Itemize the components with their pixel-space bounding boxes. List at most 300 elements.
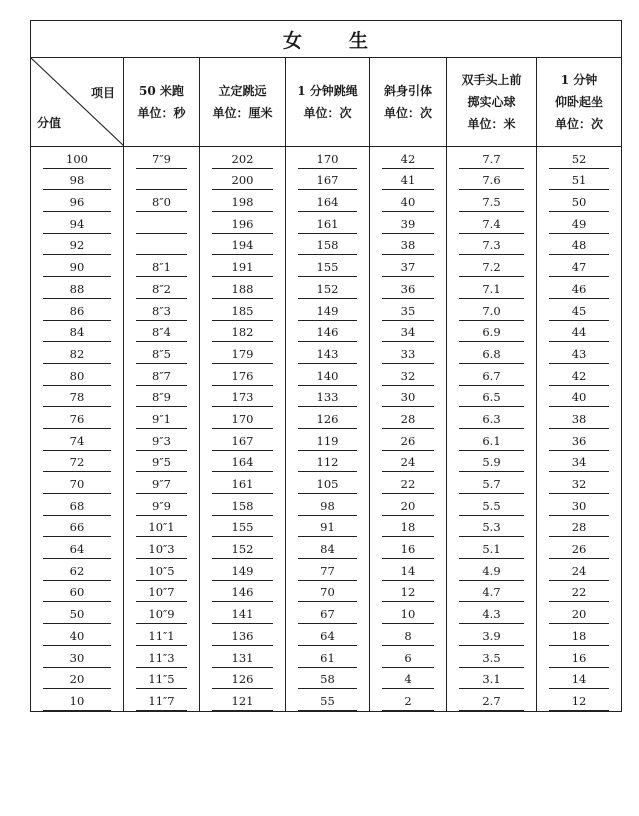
value-cell <box>200 668 286 690</box>
value-cell <box>447 537 537 559</box>
cell-value: 24 <box>382 455 434 472</box>
score-cell <box>31 147 124 169</box>
cell-value: 92 <box>43 238 111 255</box>
table-row <box>31 516 622 538</box>
cell-value: 10 <box>43 694 111 711</box>
value-cell <box>124 190 200 212</box>
cell-value: 173 <box>212 390 273 407</box>
cell-value: 77 <box>298 564 357 581</box>
score-cell <box>31 364 124 386</box>
value-cell <box>200 516 286 538</box>
value-cell <box>124 386 200 408</box>
value-cell <box>200 624 286 646</box>
cell-value: 6 <box>382 651 434 668</box>
value-cell <box>370 451 447 473</box>
value-cell <box>124 689 200 711</box>
value-cell <box>286 668 370 690</box>
value-cell <box>370 386 447 408</box>
cell-value: 22 <box>549 585 609 602</box>
score-cell <box>31 255 124 277</box>
score-cell <box>31 429 124 451</box>
column-header-50m-run <box>124 58 200 147</box>
cell-value: 161 <box>298 217 357 234</box>
cell-value: 6.9 <box>459 325 524 342</box>
value-cell <box>200 147 286 169</box>
cell-value: 32 <box>382 369 434 386</box>
value-cell <box>124 342 200 364</box>
header-line: 1 分钟跳绳 <box>297 84 358 98</box>
cell-value: 24 <box>549 564 609 581</box>
value-cell <box>124 147 200 169</box>
value-cell <box>200 364 286 386</box>
value-cell <box>124 494 200 516</box>
cell-value: 34 <box>549 455 609 472</box>
cell-value: 131 <box>212 651 273 668</box>
cell-value: 50 <box>43 607 111 624</box>
cell-value: 52 <box>549 152 609 169</box>
cell-value: 100 <box>43 152 111 169</box>
cell-value: 16 <box>549 651 609 668</box>
score-cell <box>31 386 124 408</box>
cell-value: 45 <box>549 304 609 321</box>
table-row <box>31 321 622 343</box>
value-cell <box>537 537 622 559</box>
column-header-standing-long-jump <box>200 58 286 147</box>
table-row <box>31 364 622 386</box>
value-cell <box>447 624 537 646</box>
value-cell <box>537 646 622 668</box>
cell-value: 11″3 <box>136 651 187 668</box>
score-cell <box>31 234 124 256</box>
value-cell <box>370 429 447 451</box>
cell-value: 42 <box>382 152 434 169</box>
value-cell <box>286 581 370 603</box>
value-cell <box>447 581 537 603</box>
value-cell <box>447 299 537 321</box>
value-cell <box>447 429 537 451</box>
value-cell <box>447 342 537 364</box>
cell-value: 126 <box>212 672 273 689</box>
value-cell <box>200 190 286 212</box>
cell-value: 91 <box>298 520 357 537</box>
header-line: 单位：次 <box>383 106 432 120</box>
cell-value <box>136 238 187 255</box>
cell-value: 133 <box>298 390 357 407</box>
cell-value: 49 <box>549 217 609 234</box>
cell-value: 167 <box>212 434 273 451</box>
table-row <box>31 668 622 690</box>
value-cell <box>124 169 200 191</box>
value-cell <box>124 472 200 494</box>
value-cell <box>537 429 622 451</box>
cell-value: 2.7 <box>459 694 524 711</box>
value-cell <box>124 537 200 559</box>
score-cell <box>31 537 124 559</box>
value-cell <box>286 472 370 494</box>
cell-value: 7.4 <box>459 217 524 234</box>
cell-value: 10″7 <box>136 585 187 602</box>
value-cell <box>200 602 286 624</box>
cell-value: 7.7 <box>459 152 524 169</box>
value-cell <box>286 689 370 711</box>
cell-value: 64 <box>43 542 111 559</box>
cell-value: 7.5 <box>459 195 524 212</box>
table-row <box>31 190 622 212</box>
cell-value: 86 <box>43 304 111 321</box>
cell-value: 200 <box>212 173 273 190</box>
cell-value: 105 <box>298 477 357 494</box>
table-row <box>31 602 622 624</box>
cell-value: 167 <box>298 173 357 190</box>
value-cell <box>200 169 286 191</box>
cell-value: 40 <box>549 390 609 407</box>
value-cell <box>286 342 370 364</box>
cell-value: 44 <box>549 325 609 342</box>
cell-value: 191 <box>212 260 273 277</box>
cell-value: 8″0 <box>136 195 187 212</box>
cell-value: 74 <box>43 434 111 451</box>
value-cell <box>370 516 447 538</box>
score-cell <box>31 689 124 711</box>
cell-value: 8″3 <box>136 304 187 321</box>
score-cell <box>31 212 124 234</box>
table-row <box>31 255 622 277</box>
value-cell <box>124 212 200 234</box>
value-cell <box>124 299 200 321</box>
cell-value: 8″5 <box>136 347 187 364</box>
value-cell <box>286 537 370 559</box>
table-row <box>31 624 622 646</box>
cell-value: 10″9 <box>136 607 187 624</box>
cell-value: 121 <box>212 694 273 711</box>
header-line: 斜身引体 <box>383 84 432 98</box>
score-table-sheet <box>30 20 621 712</box>
cell-value: 10″1 <box>136 520 187 537</box>
cell-value: 20 <box>43 672 111 689</box>
value-cell <box>200 255 286 277</box>
value-cell <box>537 494 622 516</box>
cell-value: 4.9 <box>459 564 524 581</box>
cell-value: 51 <box>549 173 609 190</box>
cell-value: 14 <box>549 672 609 689</box>
value-cell <box>447 668 537 690</box>
cell-value: 182 <box>212 325 273 342</box>
cell-value: 149 <box>212 564 273 581</box>
cell-value: 4 <box>382 672 434 689</box>
cell-value: 3.1 <box>459 672 524 689</box>
cell-value: 141 <box>212 607 273 624</box>
value-cell <box>447 255 537 277</box>
cell-value: 164 <box>298 195 357 212</box>
score-cell <box>31 559 124 581</box>
value-cell <box>200 646 286 668</box>
corner-label-item: 项目 <box>90 86 115 100</box>
table-row <box>31 277 622 299</box>
table-body <box>31 147 622 712</box>
table-row <box>31 646 622 668</box>
value-cell <box>447 494 537 516</box>
cell-value: 170 <box>298 152 357 169</box>
value-cell <box>370 668 447 690</box>
cell-value: 5.5 <box>459 499 524 516</box>
cell-value: 196 <box>212 217 273 234</box>
value-cell <box>537 190 622 212</box>
cell-value: 6.1 <box>459 434 524 451</box>
value-cell <box>537 668 622 690</box>
value-cell <box>370 646 447 668</box>
cell-value: 7.0 <box>459 304 524 321</box>
score-cell <box>31 407 124 429</box>
value-cell <box>447 277 537 299</box>
value-cell <box>447 602 537 624</box>
value-cell <box>124 559 200 581</box>
value-cell <box>537 559 622 581</box>
value-cell <box>447 386 537 408</box>
header-line: 双手头上前 <box>461 73 522 87</box>
value-cell <box>286 299 370 321</box>
cell-value: 8″4 <box>136 325 187 342</box>
header-row <box>31 58 622 147</box>
cell-value: 126 <box>298 412 357 429</box>
value-cell <box>370 472 447 494</box>
cell-value: 158 <box>298 238 357 255</box>
cell-value: 202 <box>212 152 273 169</box>
cell-value: 7.3 <box>459 238 524 255</box>
cell-value: 76 <box>43 412 111 429</box>
value-cell <box>124 364 200 386</box>
score-cell <box>31 668 124 690</box>
value-cell <box>200 277 286 299</box>
value-cell <box>537 212 622 234</box>
value-cell <box>537 581 622 603</box>
cell-value: 34 <box>382 325 434 342</box>
cell-value: 36 <box>382 282 434 299</box>
cell-value: 72 <box>43 455 111 472</box>
cell-value: 146 <box>298 325 357 342</box>
cell-value: 38 <box>382 238 434 255</box>
cell-value: 40 <box>382 195 434 212</box>
cell-value: 6.8 <box>459 347 524 364</box>
value-cell <box>286 255 370 277</box>
table-row <box>31 451 622 473</box>
score-cell <box>31 516 124 538</box>
value-cell <box>370 602 447 624</box>
score-cell <box>31 602 124 624</box>
value-cell <box>124 668 200 690</box>
value-cell <box>200 342 286 364</box>
cell-value: 26 <box>549 542 609 559</box>
table-row <box>31 234 622 256</box>
table-row <box>31 581 622 603</box>
value-cell <box>200 494 286 516</box>
header-line: 1 分钟 <box>560 73 598 87</box>
value-cell <box>447 190 537 212</box>
cell-value: 68 <box>43 499 111 516</box>
value-cell <box>286 407 370 429</box>
cell-value: 140 <box>298 369 357 386</box>
value-cell <box>124 624 200 646</box>
cell-value: 18 <box>382 520 434 537</box>
cell-value: 94 <box>43 217 111 234</box>
value-cell <box>370 581 447 603</box>
cell-value: 7″9 <box>136 152 187 169</box>
value-cell <box>370 299 447 321</box>
cell-value: 60 <box>43 585 111 602</box>
value-cell <box>537 602 622 624</box>
value-cell <box>537 386 622 408</box>
cell-value: 18 <box>549 629 609 646</box>
cell-value: 149 <box>298 304 357 321</box>
value-cell <box>370 537 447 559</box>
cell-value: 88 <box>43 282 111 299</box>
cell-value: 41 <box>382 173 434 190</box>
cell-value: 136 <box>212 629 273 646</box>
cell-value: 14 <box>382 564 434 581</box>
cell-value: 30 <box>43 651 111 668</box>
header-line: 立定跳远 <box>218 84 267 98</box>
header-line: 单位：米 <box>467 117 516 131</box>
value-cell <box>537 169 622 191</box>
cell-value: 39 <box>382 217 434 234</box>
score-cell <box>31 646 124 668</box>
cell-value: 58 <box>298 672 357 689</box>
value-cell <box>447 212 537 234</box>
value-cell <box>370 169 447 191</box>
cell-value: 82 <box>43 347 111 364</box>
value-cell <box>447 516 537 538</box>
table-row <box>31 147 622 169</box>
value-cell <box>370 234 447 256</box>
cell-value: 143 <box>298 347 357 364</box>
value-cell <box>370 494 447 516</box>
score-cell <box>31 299 124 321</box>
cell-value: 5.9 <box>459 455 524 472</box>
cell-value: 3.5 <box>459 651 524 668</box>
cell-value: 66 <box>43 520 111 537</box>
cell-value: 98 <box>43 173 111 190</box>
value-cell <box>124 516 200 538</box>
value-cell <box>537 689 622 711</box>
value-cell <box>286 321 370 343</box>
corner-label-score: 分值 <box>37 116 62 130</box>
cell-value: 16 <box>382 542 434 559</box>
cell-value: 10 <box>382 607 434 624</box>
score-cell <box>31 277 124 299</box>
value-cell <box>370 689 447 711</box>
cell-value: 33 <box>382 347 434 364</box>
table-row <box>31 407 622 429</box>
cell-value: 70 <box>43 477 111 494</box>
score-cell <box>31 624 124 646</box>
value-cell <box>447 646 537 668</box>
value-cell <box>537 299 622 321</box>
value-cell <box>286 624 370 646</box>
column-header-sit-ups <box>537 58 622 147</box>
value-cell <box>124 451 200 473</box>
table-row <box>31 689 622 711</box>
cell-value: 7.2 <box>459 260 524 277</box>
cell-value: 62 <box>43 564 111 581</box>
value-cell <box>447 234 537 256</box>
value-cell <box>200 429 286 451</box>
value-cell <box>447 321 537 343</box>
cell-value: 30 <box>549 499 609 516</box>
cell-value: 176 <box>212 369 273 386</box>
value-cell <box>200 472 286 494</box>
value-cell <box>286 386 370 408</box>
value-cell <box>286 429 370 451</box>
cell-value: 12 <box>382 585 434 602</box>
cell-value: 170 <box>212 412 273 429</box>
score-cell <box>31 472 124 494</box>
value-cell <box>200 234 286 256</box>
cell-value: 9″1 <box>136 412 187 429</box>
value-cell <box>537 516 622 538</box>
cell-value: 28 <box>382 412 434 429</box>
value-cell <box>286 451 370 473</box>
value-cell <box>124 581 200 603</box>
value-cell <box>370 255 447 277</box>
cell-value: 6.3 <box>459 412 524 429</box>
score-cell <box>31 342 124 364</box>
value-cell <box>286 212 370 234</box>
cell-value: 30 <box>382 390 434 407</box>
value-cell <box>124 407 200 429</box>
cell-value: 9″3 <box>136 434 187 451</box>
cell-value: 164 <box>212 455 273 472</box>
value-cell <box>537 364 622 386</box>
cell-value <box>136 217 187 234</box>
score-cell <box>31 451 124 473</box>
cell-value: 155 <box>212 520 273 537</box>
header-line: 仰卧起坐 <box>555 95 604 109</box>
value-cell <box>200 537 286 559</box>
table-row <box>31 472 622 494</box>
value-cell <box>200 386 286 408</box>
cell-value: 26 <box>382 434 434 451</box>
cell-value: 152 <box>298 282 357 299</box>
value-cell <box>200 321 286 343</box>
cell-value: 4.7 <box>459 585 524 602</box>
table-row <box>31 342 622 364</box>
value-cell <box>286 190 370 212</box>
cell-value: 20 <box>549 607 609 624</box>
value-cell <box>124 255 200 277</box>
table-row <box>31 169 622 191</box>
value-cell <box>537 407 622 429</box>
value-cell <box>286 602 370 624</box>
cell-value: 179 <box>212 347 273 364</box>
cell-value: 84 <box>298 542 357 559</box>
cell-value: 42 <box>549 369 609 386</box>
header-line: 单位：厘米 <box>212 106 273 120</box>
cell-value: 146 <box>212 585 273 602</box>
cell-value: 20 <box>382 499 434 516</box>
cell-value: 7.6 <box>459 173 524 190</box>
cell-value: 67 <box>298 607 357 624</box>
cell-value: 11″7 <box>136 694 187 711</box>
value-cell <box>537 624 622 646</box>
cell-value: 10″3 <box>136 542 187 559</box>
cell-value: 152 <box>212 542 273 559</box>
value-cell <box>200 689 286 711</box>
value-cell <box>447 169 537 191</box>
cell-value: 38 <box>549 412 609 429</box>
value-cell <box>286 234 370 256</box>
cell-value: 6.5 <box>459 390 524 407</box>
table-row <box>31 386 622 408</box>
cell-value: 90 <box>43 260 111 277</box>
